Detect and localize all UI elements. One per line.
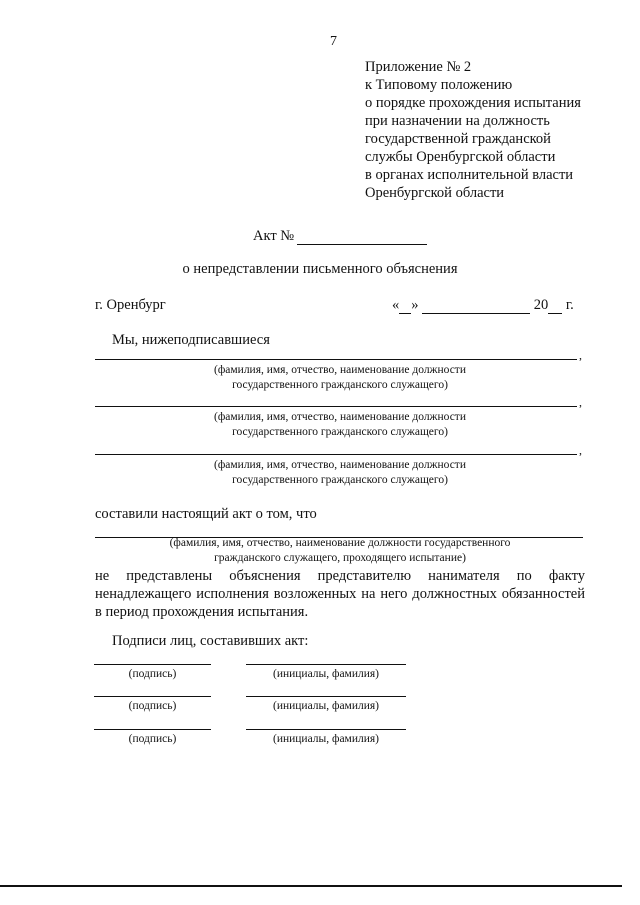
caption-line: государственного гражданского служащего) [232, 379, 448, 391]
day-field[interactable] [399, 300, 411, 314]
act-number-field[interactable] [297, 230, 427, 245]
date-line [392, 297, 574, 314]
member-2-field[interactable] [95, 406, 577, 407]
signature-3-field[interactable] [94, 729, 211, 730]
appendix-line: государственной гражданской [365, 131, 551, 147]
signatures-title: Подписи лиц, составивших акт: [112, 633, 309, 649]
composed-text: составили настоящий акт о том, что [95, 506, 317, 522]
intro-text: Мы, нижеподписавшиеся [112, 332, 270, 348]
initials-2-caption: (инициалы, фамилия) [272, 700, 380, 712]
member-2-caption [95, 410, 585, 440]
caption-line: (фамилия, имя, отчество, наименование должности [214, 411, 466, 423]
month-field[interactable] [422, 300, 530, 314]
caption-line: (фамилия, имя, отчество, наименование должности [214, 364, 466, 376]
initials-3-caption: (инициалы, фамилия) [272, 733, 380, 745]
member-3-field[interactable] [95, 454, 577, 455]
appendix-line: к Типовому положению [365, 77, 513, 93]
member-1-field[interactable] [95, 359, 577, 360]
signature-2-field[interactable] [94, 696, 211, 697]
appendix-line: о порядке прохождения испытания [365, 95, 581, 111]
act-title-label: Акт № [253, 228, 295, 244]
member-1-comma: , [579, 348, 582, 362]
statement-text: не представлены объяснения представителю нанимателя по факту ненадлежащего исполнения возложенных на него должностных обязанностей в период прохождения испытания. [95, 568, 585, 620]
member-3-comma: , [579, 443, 582, 457]
act-subtitle: о непредставлении письменного объяснения [182, 261, 458, 277]
member-3-caption [95, 458, 585, 488]
member-1-caption [95, 363, 585, 393]
initials-1-field[interactable] [246, 664, 406, 665]
signature-2-caption: (подпись) [128, 700, 177, 712]
city: г. Оренбург [95, 297, 166, 313]
appendix-line: службы Оренбургской области [365, 149, 556, 165]
appendix-line: Оренбургской области [365, 185, 505, 201]
appendix-header [365, 58, 581, 202]
caption-line: (фамилия, имя, отчество, наименование должности [214, 459, 466, 471]
initials-2-field[interactable] [246, 696, 406, 697]
caption-line: (фамилия, имя, отчество, наименование должности государственного [169, 537, 511, 549]
signature-3-caption: (подпись) [128, 733, 177, 745]
act-title [253, 228, 427, 245]
date-quote-open: « [392, 297, 400, 313]
caption-line: гражданского служащего, проходящего испытание) [214, 552, 466, 564]
bottom-rule [0, 885, 622, 887]
signature-1-field[interactable] [94, 664, 211, 665]
initials-1-caption: (инициалы, фамилия) [272, 668, 380, 680]
appendix-line: Приложение № 2 [365, 59, 472, 75]
appendix-line: в органах исполнительной власти [365, 167, 574, 183]
initials-3-field[interactable] [246, 729, 406, 730]
date-quote-close: » [411, 297, 419, 313]
caption-line: государственного гражданского служащего) [232, 426, 448, 438]
member-2-comma: , [579, 395, 582, 409]
signature-1-caption: (подпись) [128, 668, 177, 680]
appendix-line: при назначении на должность [365, 113, 550, 129]
caption-line: государственного гражданского служащего) [232, 474, 448, 486]
page-number: 7 [330, 34, 337, 49]
year-suffix: г. [565, 297, 574, 313]
year-prefix: 20 [533, 297, 549, 313]
subject-caption [95, 536, 585, 566]
year-field[interactable] [548, 300, 562, 314]
